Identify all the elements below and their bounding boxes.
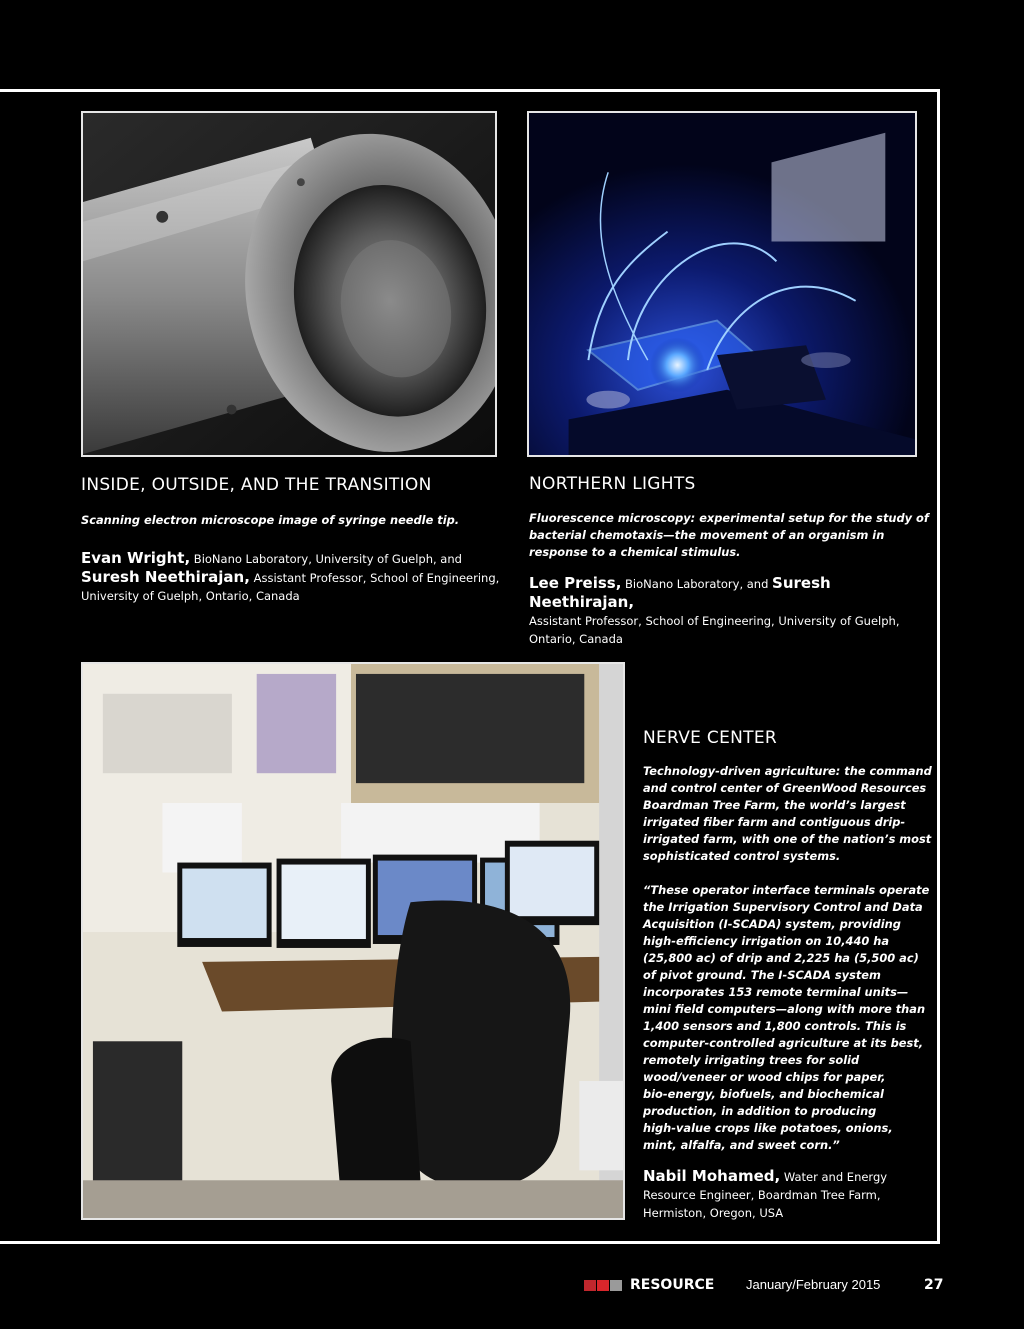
panel3-quote-line: incorporates 153 remote terminal units— [643, 985, 909, 999]
panel2-credit-name2: Suresh Neethirajan, [529, 574, 831, 611]
panel1-description: Scanning electron microscope image of syringe needle tip. [81, 513, 460, 527]
panel3-desc-line: and control center of GreenWood Resources [643, 781, 927, 795]
panel2-credit-aff2: Assistant Professor, School of Engineering, University of Guelph, [529, 614, 900, 628]
panel3-credit-name1: Nabil Mohamed, [643, 1167, 781, 1185]
panel3-quote-line: high-efficiency irrigation on 10,440 ha [643, 934, 890, 948]
panel3-title: NERVE CENTER [643, 728, 777, 748]
panel3-quote-line: bio-energy, biofuels, and biochemical [643, 1087, 884, 1101]
footer-magazine-name: RESOURCE [630, 1277, 715, 1293]
panel2-credit-aff1: BioNano Laboratory, and [621, 577, 773, 591]
panel1-credit [81, 549, 511, 605]
panel3-quote-line: mini field computers—along with more than [643, 1002, 926, 1016]
panel3-description [643, 763, 933, 865]
panel1-credit-name1: Evan Wright, [81, 549, 191, 567]
panel2-description [529, 510, 929, 561]
panel3-quote-line: “These operator interface terminals operate [643, 883, 930, 897]
panel2-credit-aff3: Ontario, Canada [529, 632, 623, 646]
panel3-quote-line: Acquisition (I-SCADA) system, providing [643, 917, 901, 931]
panel3-quote-line: wood/veneer or wood chips for paper, [643, 1070, 886, 1084]
panel3-quote-line: computer-controlled agriculture at its best, [643, 1036, 924, 1050]
panel2-desc-line: bacterial chemotaxis—the movement of an organism in [529, 528, 885, 542]
panel3-quote-line: of pivot ground. The I-SCADA system [643, 968, 881, 982]
panel2-title: NORTHERN LIGHTS [529, 474, 696, 494]
panel3-quote-line: production, in addition to producing [643, 1104, 877, 1118]
panel3-desc-line: sophisticated control systems. [643, 849, 841, 863]
panel1-title: INSIDE, OUTSIDE, AND THE TRANSITION [81, 475, 432, 495]
panel3-quote-line: remotely irrigating trees for solid [643, 1053, 860, 1067]
page-footer [0, 1277, 1024, 1297]
control-room-photo [81, 662, 625, 1220]
panel1-credit-name2: Suresh Neethirajan, [81, 568, 250, 586]
panel2-credit-name1: Lee Preiss, [529, 574, 622, 592]
panel3-quote-line: mint, alfalfa, and sweet corn.” [643, 1138, 840, 1152]
panel3-desc-line: Boardman Tree Farm, the world’s largest [643, 798, 906, 812]
footer-square-2 [597, 1280, 609, 1291]
panel3-quote [643, 882, 933, 1154]
panel1-credit-aff2: Assistant Professor, School of Engineering, [249, 571, 500, 585]
panel2-credit [529, 574, 939, 648]
panel2-desc-line: Fluorescence microscopy: experimental setup for the study of [529, 511, 929, 525]
panel3-credit-aff1: Water and Energy [780, 1170, 888, 1184]
footer-page-number: 27 [924, 1277, 944, 1293]
panel1-credit-aff1: BioNano Laboratory, University of Guelph, and [190, 552, 462, 566]
panel3-credit-aff2: Resource Engineer, Boardman Tree Farm, [643, 1188, 881, 1202]
panel3-quote-line: 1,400 sensors and 1,800 controls. This is [643, 1019, 907, 1033]
panel3-desc-line: irrigated fiber farm and contiguous drip- [643, 815, 906, 829]
panel3-quote-line: the Irrigation Supervisory Control and Data [643, 900, 923, 914]
panel3-desc-line: Technology-driven agriculture: the command [643, 764, 932, 778]
panel2-desc-line: response to a chemical stimulus. [529, 545, 741, 559]
fluorescence-setup-photo [527, 111, 917, 457]
panel3-desc-line: irrigated farm, with one of the nation’s most [643, 832, 932, 846]
panel3-credit [643, 1167, 933, 1222]
panel1-credit-aff3: University of Guelph, Ontario, Canada [81, 589, 300, 603]
footer-issue-date: January/February 2015 [746, 1277, 881, 1292]
panel3-credit-aff3: Hermiston, Oregon, USA [643, 1206, 784, 1220]
footer-square-3 [610, 1280, 622, 1291]
panel3-quote-line: (25,800 ac) of drip and 2,225 ha (5,500 ac) [643, 951, 919, 965]
sem-needle-photo [81, 111, 497, 457]
footer-square-1 [584, 1280, 596, 1291]
panel3-quote-line: high-value crops like potatoes, onions, [643, 1121, 893, 1135]
